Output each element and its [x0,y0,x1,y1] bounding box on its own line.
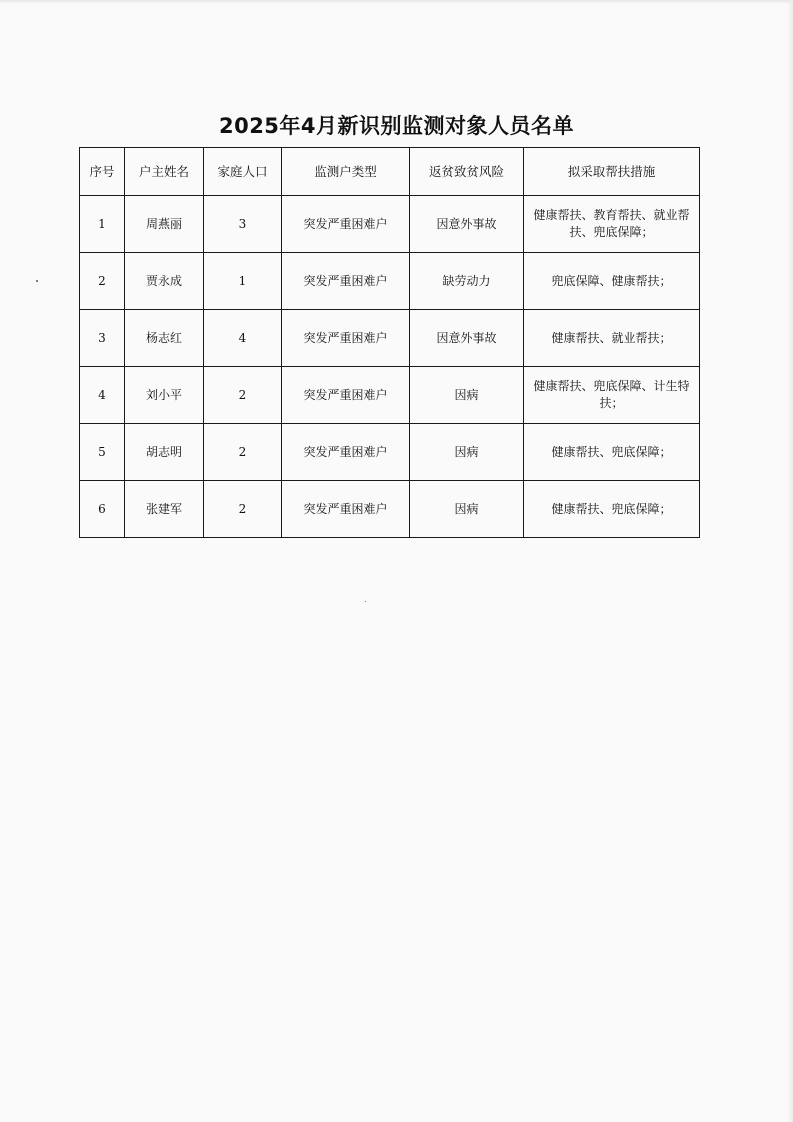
cell-type: 突发严重困难户 [282,367,410,424]
cell-risk: 因病 [410,367,524,424]
cell-household-size: 2 [204,481,282,538]
cell-risk: 因意外事故 [410,196,524,253]
header-risk: 返贫致贫风险 [410,148,524,196]
cell-measures: 健康帮扶、兜底保障、计生特扶； [524,367,700,424]
cell-type: 突发严重困难户 [282,196,410,253]
cell-no: 3 [80,310,125,367]
cell-name: 贾永成 [125,253,204,310]
table-row [80,367,700,424]
table-row [80,253,700,310]
header-name: 户主姓名 [125,148,204,196]
cell-risk: 因病 [410,424,524,481]
cell-no: 5 [80,424,125,481]
cell-name: 刘小平 [125,367,204,424]
cell-type: 突发严重困难户 [282,253,410,310]
scan-speck [365,601,366,602]
table-row [80,424,700,481]
cell-measures: 健康帮扶、教育帮扶、就业帮扶、兜底保障； [524,196,700,253]
header-household-size: 家庭人口 [204,148,282,196]
cell-risk: 因病 [410,481,524,538]
header-no: 序号 [80,148,125,196]
cell-household-size: 2 [204,367,282,424]
cell-type: 突发严重困难户 [282,481,410,538]
cell-name: 胡志明 [125,424,204,481]
cell-no: 2 [80,253,125,310]
cell-name: 杨志红 [125,310,204,367]
cell-household-size: 4 [204,310,282,367]
cell-household-size: 2 [204,424,282,481]
cell-risk: 缺劳动力 [410,253,524,310]
cell-name: 张建军 [125,481,204,538]
cell-measures: 兜底保障、健康帮扶； [524,253,700,310]
cell-household-size: 1 [204,253,282,310]
cell-risk: 因意外事故 [410,310,524,367]
table-row [80,310,700,367]
cell-no: 1 [80,196,125,253]
scan-edge-right [787,0,793,1122]
cell-measures: 健康帮扶、兜底保障； [524,424,700,481]
monitoring-roster-table [79,147,700,538]
header-measures: 拟采取帮扶措施 [524,148,700,196]
scan-speck [36,280,38,282]
table-row [80,481,700,538]
cell-name: 周燕丽 [125,196,204,253]
header-type: 监测户类型 [282,148,410,196]
table-header-row [80,148,700,196]
cell-household-size: 3 [204,196,282,253]
table-row [80,196,700,253]
cell-measures: 健康帮扶、就业帮扶； [524,310,700,367]
document-title: 2025年4月新识别监测对象人员名单 [218,114,575,138]
cell-measures: 健康帮扶、兜底保障； [524,481,700,538]
cell-no: 6 [80,481,125,538]
cell-type: 突发严重困难户 [282,310,410,367]
cell-no: 4 [80,367,125,424]
cell-type: 突发严重困难户 [282,424,410,481]
scan-edge-top [0,0,793,4]
